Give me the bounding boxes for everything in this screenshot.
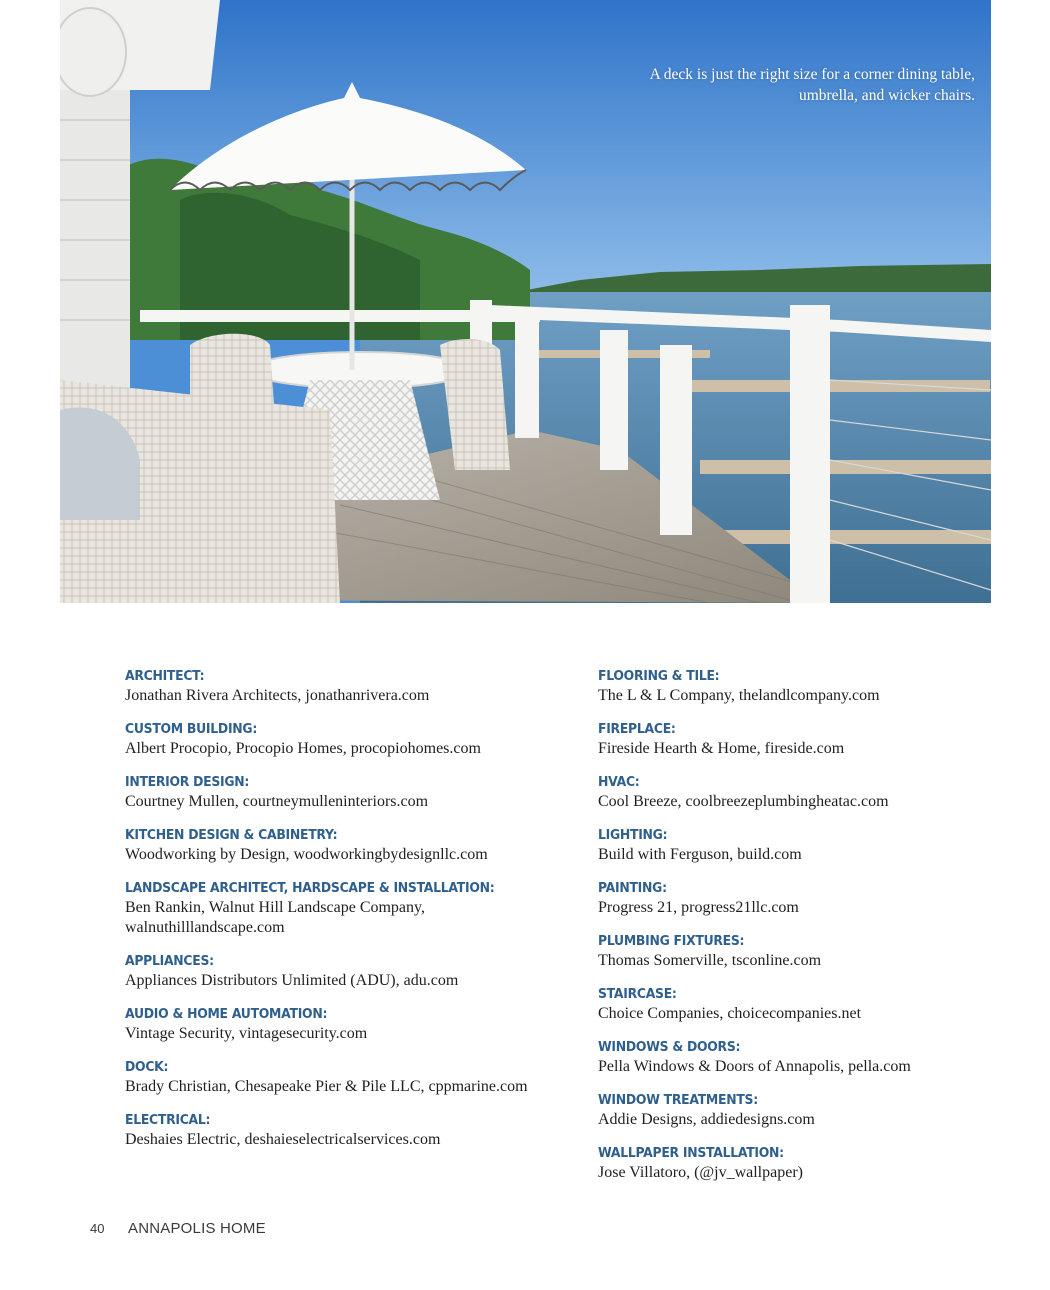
credit-entry — [598, 1037, 988, 1077]
credit-entry — [125, 772, 598, 812]
credit-value: Jonathan Rivera Architects, jonathanrivera.com — [125, 687, 430, 704]
credit-entry — [598, 931, 988, 971]
credit-value: The L & L Company, thelandlcompany.com — [598, 687, 880, 704]
credit-label: PLUMBING FIXTURES: — [598, 933, 745, 949]
credit-entry — [598, 1143, 988, 1183]
resource-credits — [125, 666, 990, 1196]
credit-entry — [125, 1004, 598, 1044]
credit-value: Progress 21, progress21llc.com — [598, 899, 799, 916]
credit-value: Ben Rankin, Walnut Hill Landscape Company, walnuthilllandscape.com — [125, 899, 425, 936]
credit-label: HVAC: — [598, 774, 640, 790]
photo-caption: A deck is just the right size for a corner dining table, umbrella, and wicker chairs. — [649, 66, 975, 104]
credit-entry — [598, 878, 988, 918]
credit-value: Albert Procopio, Procopio Homes, procopiohomes.com — [125, 740, 481, 757]
magazine-name: ANNAPOLIS HOME — [128, 1220, 266, 1237]
page-footer — [90, 1220, 266, 1237]
credit-label: DOCK: — [125, 1059, 169, 1075]
credit-label: WINDOWS & DOORS: — [598, 1039, 741, 1055]
credit-value: Thomas Somerville, tsconline.com — [598, 952, 822, 969]
credit-value: Pella Windows & Doors of Annapolis, pella.com — [598, 1058, 911, 1075]
credit-entry — [125, 878, 598, 938]
credit-entry — [598, 666, 988, 706]
credit-value: Courtney Mullen, courtneymulleninteriors.com — [125, 793, 429, 810]
credit-value: Vintage Security, vintagesecurity.com — [125, 1025, 368, 1042]
credit-label: STAIRCASE: — [598, 986, 677, 1002]
hanging-lantern — [60, 8, 126, 96]
credit-entry — [598, 984, 988, 1024]
credit-label: ARCHITECT: — [125, 668, 205, 684]
credit-entry — [125, 951, 598, 991]
credit-entry — [125, 1057, 598, 1097]
credit-label: AUDIO & HOME AUTOMATION: — [125, 1006, 328, 1022]
page-number: 40 — [90, 1221, 105, 1236]
credit-label: FLOORING & TILE: — [598, 668, 720, 684]
credit-entry — [125, 666, 598, 706]
deck-photo — [60, 0, 991, 603]
credit-label: LIGHTING: — [598, 827, 668, 843]
credit-label: LANDSCAPE ARCHITECT, HARDSCAPE & INSTALLATION: — [125, 880, 495, 896]
credit-value: Build with Ferguson, build.com — [598, 846, 802, 863]
credit-value: Jose Villatoro, (@jv_wallpaper) — [598, 1164, 803, 1181]
credit-label: WINDOW TREATMENTS: — [598, 1092, 758, 1108]
credit-label: WALLPAPER INSTALLATION: — [598, 1145, 784, 1161]
credit-value: Choice Companies, choicecompanies.net — [598, 1005, 862, 1022]
credit-label: KITCHEN DESIGN & CABINETRY: — [125, 827, 338, 843]
credit-entry — [598, 825, 988, 865]
credit-value: Brady Christian, Chesapeake Pier & Pile LLC, cppmarine.com — [125, 1078, 528, 1095]
credit-label: INTERIOR DESIGN: — [125, 774, 250, 790]
credit-value: Woodworking by Design, woodworkingbydesignllc.com — [125, 846, 488, 863]
credit-label: APPLIANCES: — [125, 953, 214, 969]
credit-entry — [125, 1110, 598, 1150]
credit-value: Fireside Hearth & Home, fireside.com — [598, 740, 845, 757]
credit-entry — [125, 719, 598, 759]
credit-entry — [598, 772, 988, 812]
credit-value: Deshaies Electric, deshaieselectricalservices.com — [125, 1131, 441, 1148]
credit-label: ELECTRICAL: — [125, 1112, 211, 1128]
credit-entry — [598, 1090, 988, 1130]
credit-value: Addie Designs, addiedesigns.com — [598, 1111, 815, 1128]
credit-label: PAINTING: — [598, 880, 667, 896]
credit-label: CUSTOM BUILDING: — [125, 721, 258, 737]
credits-column-left — [125, 666, 598, 1196]
credit-value: Cool Breeze, coolbreezeplumbingheatac.com — [598, 793, 889, 810]
credit-label: FIREPLACE: — [598, 721, 676, 737]
credit-value: Appliances Distributors Unlimited (ADU), adu.com — [125, 972, 459, 989]
credit-entry — [598, 719, 988, 759]
credits-column-right — [598, 666, 988, 1196]
credit-entry — [125, 825, 598, 865]
